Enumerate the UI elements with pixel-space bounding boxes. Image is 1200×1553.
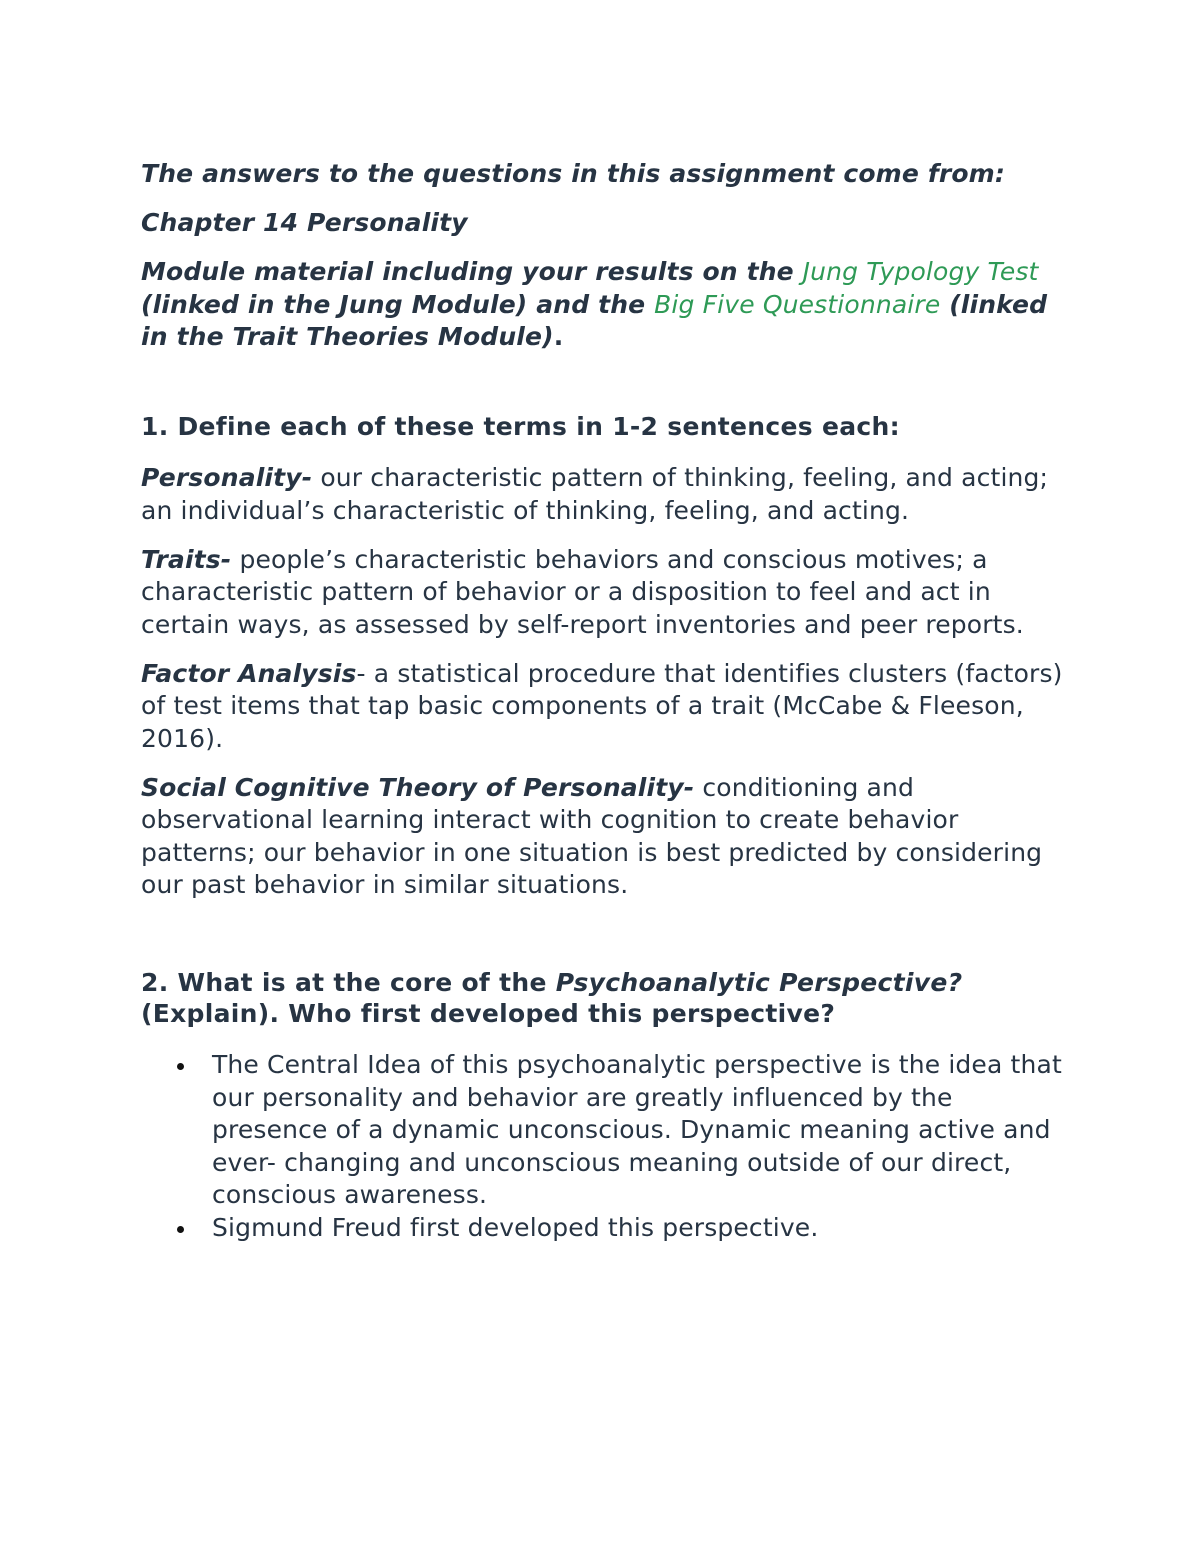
term-label: Factor Analysis [141, 658, 357, 688]
question-1-heading: 1. Define each of these terms in 1-2 sentences each: [141, 412, 900, 441]
question-2-answer-list [141, 1049, 1071, 1244]
module-paragraph [141, 256, 1071, 354]
document-page [141, 158, 1071, 1244]
chapter-line: Chapter 14 Personality [141, 208, 468, 237]
term-factor-analysis [141, 658, 1071, 756]
list-item [141, 1049, 1071, 1212]
term-definition: our characteristic pattern of thinking, feeling, and acting; an individual’s characteristic of thinking, feeling, and acting. [141, 463, 1049, 525]
term-definition: people’s characteristic behaviors and conscious motives; a characteristic pattern of behavior or a disposition to feel and act in certain ways, as assessed by self-report inventories and peer reports. [141, 544, 1024, 639]
term-label: Social Cognitive Theory of Personality- [141, 772, 695, 802]
question-2-heading-pre: 2. What is at the core of the [141, 968, 556, 997]
intro-line: The answers to the questions in this assignment come from: [141, 159, 1006, 188]
term-personality [141, 462, 1071, 527]
term-definition: conditioning and observational learning interact with cognition to create behavior patterns; our behavior in one situation is best predicted by considering our past behavior in similar situations. [141, 772, 1043, 899]
term-label: Traits- [141, 544, 232, 574]
spacer [141, 918, 1071, 967]
bullet-icon [177, 1063, 184, 1070]
spacer [141, 370, 1071, 411]
term-definition: - a statistical procedure that identifies clusters (factors) of test items that tap basic components of a trait (McCabe & Fleeson, 2016). [141, 658, 1063, 753]
question-2-heading-post: (Explain). Who first developed this perspective? [141, 999, 836, 1028]
big-five-questionnaire-link[interactable]: Big Five Questionnaire [654, 289, 941, 319]
module-text-mid: (linked in the Jung Module) and the [141, 289, 655, 319]
question-2-heading-italic: Psychoanalytic Perspective? [555, 968, 963, 997]
term-label: Personality- [141, 463, 313, 492]
term-traits [141, 544, 1071, 642]
list-item-text: Sigmund Freud first developed this perspective. [212, 1212, 819, 1242]
list-item-text: The Central Idea of this psychoanalytic perspective is the idea that our personality and behavior are greatly influenced by the presence of a dynamic unconscious. Dynamic meaning active and ever- changing and unconscious meaning outside of our direct, conscious awareness. [212, 1050, 1062, 1209]
module-text-pre: Module material including your results on the [141, 257, 803, 286]
list-item [141, 1212, 1071, 1245]
bullet-icon [177, 1226, 184, 1233]
jung-typology-link[interactable]: Jung Typology Test [802, 257, 1039, 286]
module-text-end: . [553, 322, 564, 351]
module-text-post: (linked in the Trait Theories Module) [141, 289, 1048, 351]
question-2-heading [141, 967, 1071, 1029]
term-social-cognitive-theory [141, 772, 1071, 902]
